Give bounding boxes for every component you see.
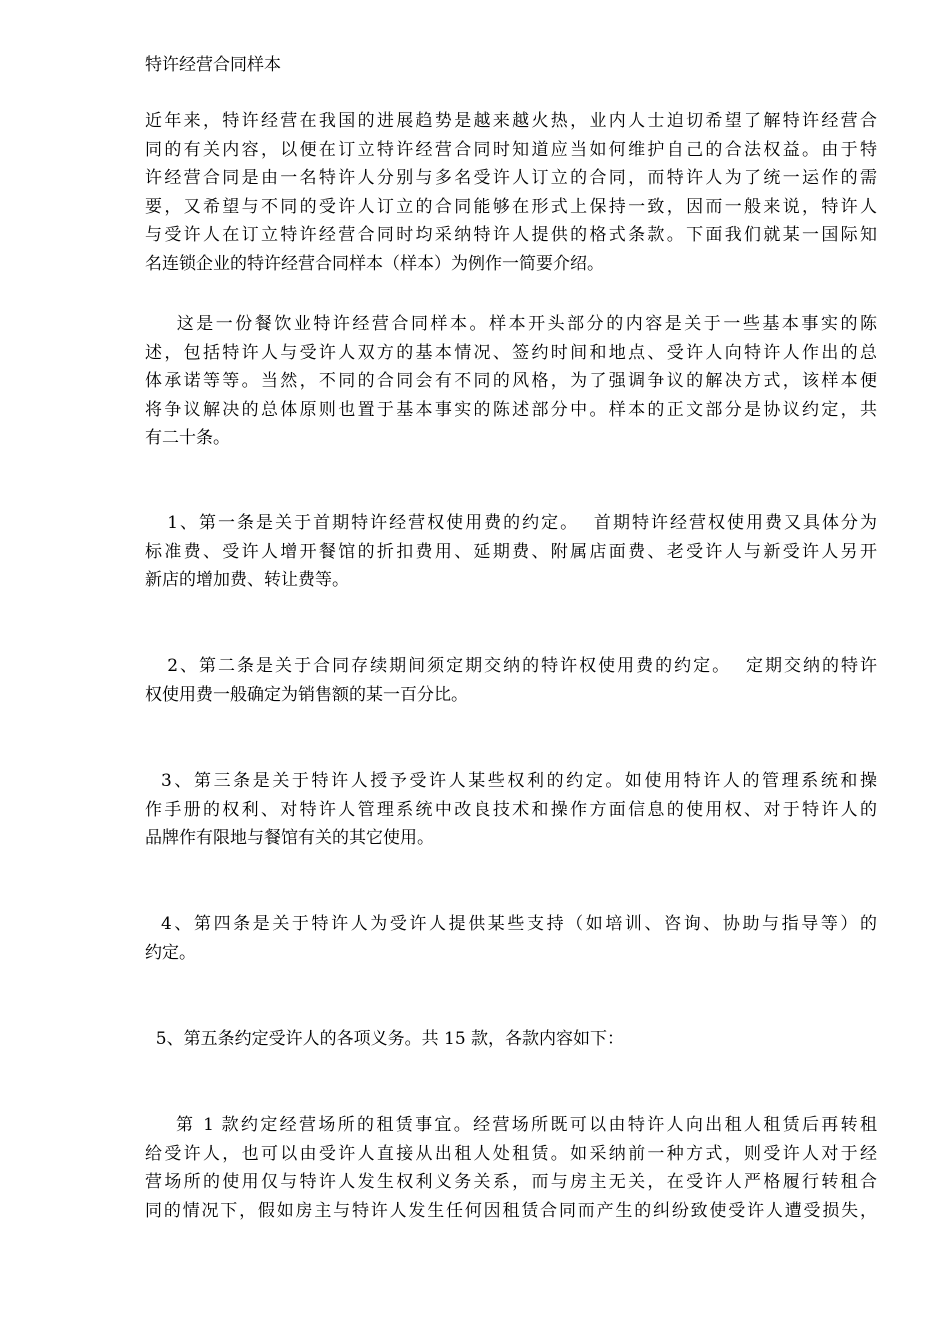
paragraph-line: 新店的增加费、转让费等。	[145, 570, 349, 590]
paragraph-line: 述，包括特许人与受许人双方的基本情况、签约时间和地点、受许人向特许人作出的总	[145, 342, 877, 363]
paragraph-article-3	[145, 767, 877, 853]
paragraph-line: 要，又希望与不同的受许人订立的合同能够在形式上保持一致，因而一般来说，特许人	[145, 196, 877, 217]
paragraph-line: 权使用费一般确定为销售额的某一百分比。	[145, 684, 468, 705]
paragraph-line: 与受许人在订立特许经营合同时均采纳特许人提供的格式条款。下面我们就某一国际知	[145, 225, 877, 245]
paragraph-line: 品牌作有限地与餐馆有关的其它使用。	[145, 828, 434, 848]
paragraph-line: 1、第一条是关于首期特许经营权使用费的约定。 首期特许经营权使用费又具体分为	[145, 513, 877, 533]
paragraph-line: 5、第五条约定受许人的各项义务。共 15 款，各款内容如下：	[145, 1029, 625, 1049]
paragraph-line: 近年来，特许经营在我国的进展趋势是越来越火热，业内人士迫切希望了解特许经营合	[145, 111, 877, 131]
paragraph-line: 体承诺等等。当然，不同的合同会有不同的风格，为了强调争议的解决方式，该样本便	[145, 371, 877, 391]
paragraph-line: 有二十条。	[145, 428, 230, 448]
paragraph-article-4	[145, 910, 877, 967]
paragraph-article-1	[145, 509, 877, 595]
paragraph-article-5-clause-1	[145, 1111, 877, 1225]
paragraph-line: 营场所的使用仅与特许人发生权利义务关系，而与房主无关，在受许人严格履行转租合	[145, 1172, 877, 1192]
paragraph-line: 名连锁企业的特许经营合同样本（样本）为例作一简要介绍。	[145, 253, 604, 274]
paragraph-line: 将争议解决的总体原则也置于基本事实的陈述部分中。样本的正文部分是协议约定，共	[145, 399, 877, 420]
paragraph-line: 这是一份餐饮业特许经营合同样本。样本开头部分的内容是关于一些基本事实的陈	[145, 314, 877, 334]
paragraph-intro	[145, 107, 877, 278]
paragraph-sample-overview	[145, 310, 877, 453]
paragraph-line: 约定。	[145, 942, 196, 963]
document-title: 特许经营合同样本	[145, 55, 281, 75]
paragraph-line: 4、第四条是关于特许人为受许人提供某些支持（如培训、咨询、协助与指导等）的	[145, 914, 877, 934]
paragraph-article-2	[145, 652, 877, 709]
paragraph-line: 许经营合同是由一名特许人分别与多名受许人订立的合同，而特许人为了统一运作的需	[145, 168, 877, 188]
paragraph-article-5	[145, 1025, 877, 1054]
paragraph-line: 给受许人，也可以由受许人直接从出租人处租赁。如采纳前一种方式，则受许人对于经	[145, 1143, 877, 1164]
paragraph-line: 同的情况下，假如房主与特许人发生任何因租赁合同而产生的纠纷致使受许人遭受损失，	[145, 1200, 877, 1221]
paragraph-line: 同的有关内容，以便在订立特许经营合同时知道应当如何维护自己的合法权益。由于特	[145, 139, 877, 160]
paragraph-line: 作手册的权利、对特许人管理系统中改良技术和操作方面信息的使用权、对于特许人的	[145, 799, 877, 820]
paragraph-line: 标准费、受许人增开餐馆的折扣费用、延期费、附属店面费、老受许人与新受许人另开	[145, 541, 877, 562]
paragraph-line: 2、第二条是关于合同存续期间须定期交纳的特许权使用费的约定。 定期交纳的特许	[145, 656, 877, 676]
paragraph-line: 3、第三条是关于特许人授予受许人某些权利的约定。如使用特许人的管理系统和操	[145, 771, 877, 791]
paragraph-line: 第 1 款约定经营场所的租赁事宜。经营场所既可以由特许人向出租人租赁后再转租	[145, 1115, 877, 1135]
